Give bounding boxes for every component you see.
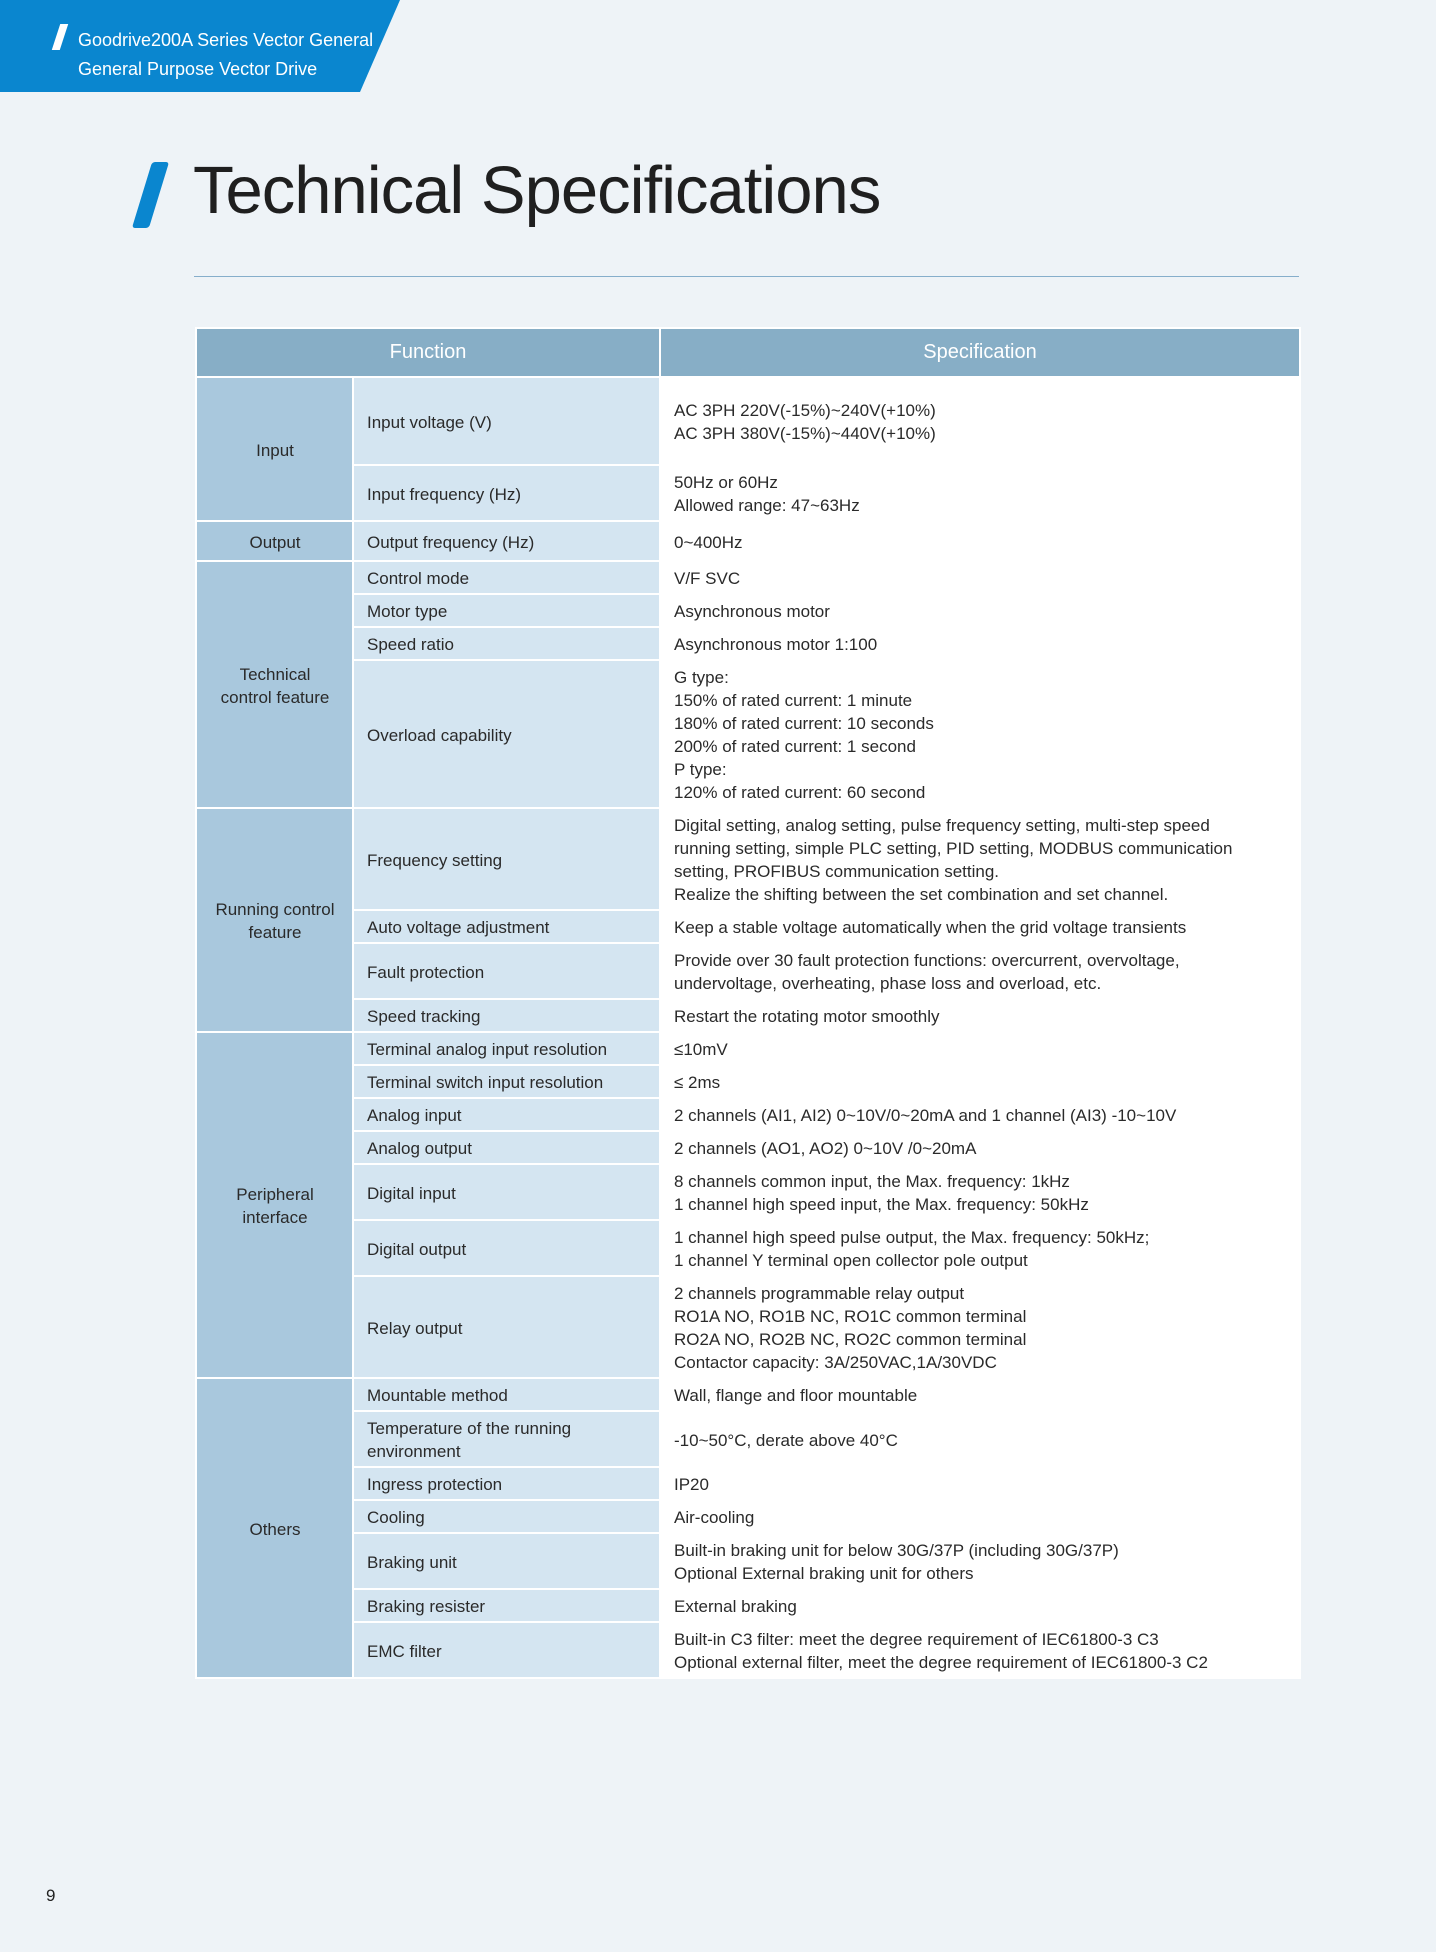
function-cell: Braking resister: [353, 1589, 660, 1622]
specification-cell: 2 channels (AI1, AI2) 0~10V/0~20mA and 1 channel (AI3) -10~10V: [660, 1098, 1300, 1131]
function-cell: Terminal switch input resolution: [353, 1065, 660, 1098]
specification-cell: 50Hz or 60Hz Allowed range: 47~63Hz: [660, 465, 1300, 521]
function-cell: Relay output: [353, 1276, 660, 1378]
specification-cell: ≤ 2ms: [660, 1065, 1300, 1098]
specification-cell: Asynchronous motor: [660, 594, 1300, 627]
specification-cell: G type: 150% of rated current: 1 minute 180% of rated current: 10 seconds 200% of rated current: 1 second P type: 120% of rated current: 60 second: [660, 660, 1300, 808]
table-row: [196, 808, 1300, 910]
specification-cell: Digital setting, analog setting, pulse frequency setting, multi-step speed running setting, simple PLC setting, PID setting, MODBUS communication setting, PROFIBUS communication setting. Realize the shifting between the set combination and set channel.: [660, 808, 1300, 910]
category-cell: Output: [196, 521, 353, 561]
table-row: [196, 1411, 1300, 1467]
category-cell: Others: [196, 1378, 353, 1678]
specification-cell: Built-in braking unit for below 30G/37P (including 30G/37P) Optional External braking unit for others: [660, 1533, 1300, 1589]
specification-cell: 2 channels (AO1, AO2) 0~10V /0~20mA: [660, 1131, 1300, 1164]
category-cell: Technical control feature: [196, 561, 353, 808]
specification-cell: ≤10mV: [660, 1032, 1300, 1065]
function-cell: Mountable method: [353, 1378, 660, 1411]
specification-cell: 8 channels common input, the Max. frequency: 1kHz 1 channel high speed input, the Max. frequency: 50kHz: [660, 1164, 1300, 1220]
specification-cell: V/F SVC: [660, 561, 1300, 594]
function-cell: Cooling: [353, 1500, 660, 1533]
table-row: [196, 561, 1300, 594]
function-cell: Output frequency (Hz): [353, 521, 660, 561]
function-cell: Braking unit: [353, 1533, 660, 1589]
header-specification: Specification: [660, 328, 1300, 377]
specification-cell: IP20: [660, 1467, 1300, 1500]
table-row: [196, 1131, 1300, 1164]
table-row: [196, 1378, 1300, 1411]
function-cell: Terminal analog input resolution: [353, 1032, 660, 1065]
function-cell: Motor type: [353, 594, 660, 627]
function-cell: Digital output: [353, 1220, 660, 1276]
function-cell: Analog output: [353, 1131, 660, 1164]
table-row: [196, 465, 1300, 521]
table-row: [196, 1622, 1300, 1678]
function-cell: Digital input: [353, 1164, 660, 1220]
specification-cell: Built-in C3 filter: meet the degree requirement of IEC61800-3 C3 Optional external filter, meet the degree requirement of IEC61800-3 C2: [660, 1622, 1300, 1678]
specification-cell: Air-cooling: [660, 1500, 1300, 1533]
function-cell: Input frequency (Hz): [353, 465, 660, 521]
page-number: 9: [46, 1886, 56, 1905]
table-row: [196, 1098, 1300, 1131]
header-product-type: General Purpose Vector Drive: [78, 59, 318, 79]
table-row: [196, 1533, 1300, 1589]
specification-cell: Keep a stable voltage automatically when the grid voltage transients: [660, 910, 1300, 943]
table-row: [196, 1220, 1300, 1276]
function-cell: Input voltage (V): [353, 377, 660, 465]
table-row: [196, 660, 1300, 808]
category-cell: Running control feature: [196, 808, 353, 1032]
specification-cell: Wall, flange and floor mountable: [660, 1378, 1300, 1411]
function-cell: EMC filter: [353, 1622, 660, 1678]
category-cell: Input: [196, 377, 353, 521]
table-row: [196, 999, 1300, 1032]
table-row: [196, 1065, 1300, 1098]
table-row: [196, 1467, 1300, 1500]
specification-cell: Provide over 30 fault protection functions: overcurrent, overvoltage, undervoltage, overheating, phase loss and overload, etc.: [660, 943, 1300, 999]
table-row: [196, 1032, 1300, 1065]
page-title: Technical Specifications: [193, 153, 881, 228]
header-series-name: Goodrive200A Series Vector General: [78, 30, 374, 50]
function-cell: Ingress protection: [353, 1467, 660, 1500]
table-row: [196, 1589, 1300, 1622]
header-function: Function: [196, 328, 660, 377]
spec-table-header: [196, 328, 1300, 377]
specification-cell: 2 channels programmable relay output RO1A NO, RO1B NC, RO1C common terminal RO2A NO, RO2B NC, RO2C common terminal Contactor capacity: 3A/250VAC,1A/30VDC: [660, 1276, 1300, 1378]
function-cell: Fault protection: [353, 943, 660, 999]
table-row: [196, 377, 1300, 465]
function-cell: Speed ratio: [353, 627, 660, 660]
specification-cell: Restart the rotating motor smoothly: [660, 999, 1300, 1032]
table-row: [196, 1164, 1300, 1220]
table-row: [196, 943, 1300, 999]
function-cell: Temperature of the running environment: [353, 1411, 660, 1467]
function-cell: Overload capability: [353, 660, 660, 808]
spec-table-body: [196, 377, 1300, 1678]
table-row: [196, 627, 1300, 660]
title-divider: [194, 276, 1299, 277]
function-cell: Frequency setting: [353, 808, 660, 910]
table-row: [196, 1276, 1300, 1378]
specification-cell: External braking: [660, 1589, 1300, 1622]
specification-cell: 1 channel high speed pulse output, the Max. frequency: 50kHz; 1 channel Y terminal open collector pole output: [660, 1220, 1300, 1276]
function-cell: Speed tracking: [353, 999, 660, 1032]
function-cell: Control mode: [353, 561, 660, 594]
table-row: [196, 594, 1300, 627]
title-slash-mark: [132, 162, 169, 228]
specification-cell: -10~50°C, derate above 40°C: [660, 1411, 1300, 1467]
table-row: [196, 521, 1300, 561]
specification-cell: 0~400Hz: [660, 521, 1300, 561]
table-row: [196, 910, 1300, 943]
table-row: [196, 1500, 1300, 1533]
specification-cell: AC 3PH 220V(-15%)~240V(+10%) AC 3PH 380V(-15%)~440V(+10%): [660, 377, 1300, 465]
spec-table: [195, 327, 1301, 1679]
function-cell: Analog input: [353, 1098, 660, 1131]
function-cell: Auto voltage adjustment: [353, 910, 660, 943]
category-cell: Peripheral interface: [196, 1032, 353, 1378]
specification-cell: Asynchronous motor 1:100: [660, 627, 1300, 660]
